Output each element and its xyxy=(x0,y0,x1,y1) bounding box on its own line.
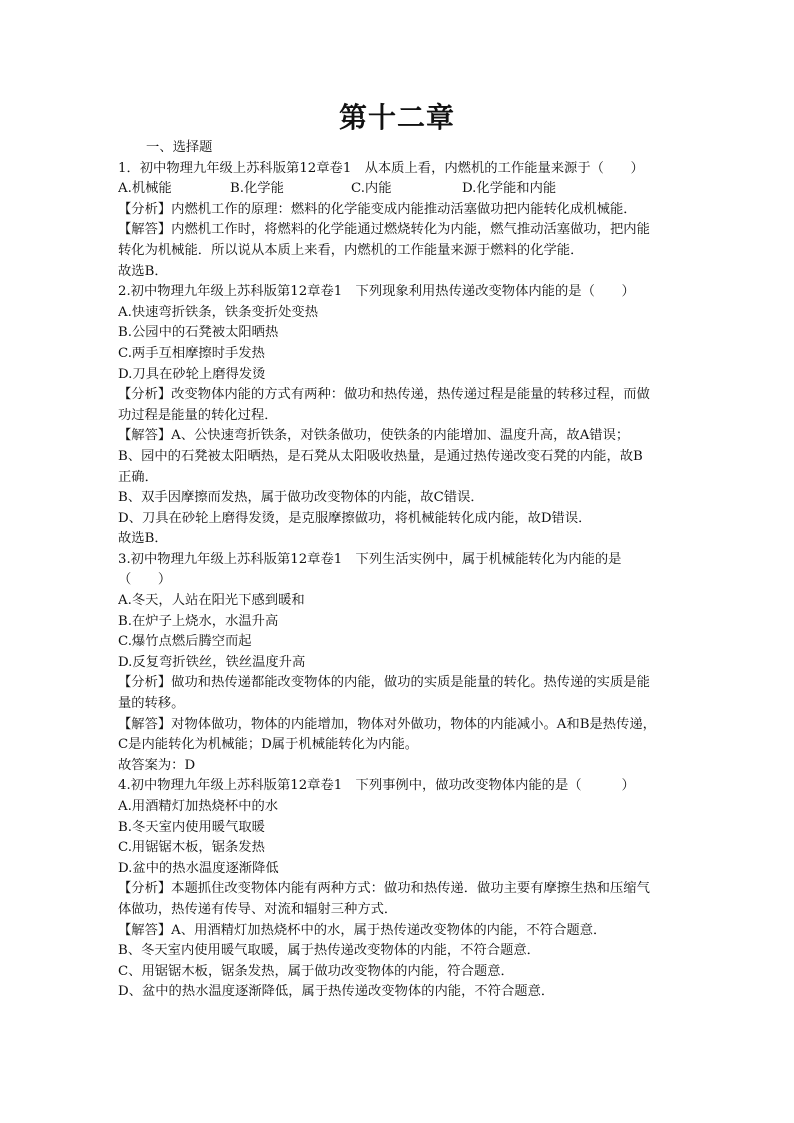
answer-text: 【解答】内燃机工作时，将燃料的化学能通过燃烧转化为内能，燃气推动活塞做功，把内能 xyxy=(118,222,650,238)
option-row xyxy=(118,179,680,200)
question-stem: 3.初中物理九年级上苏科版第12章卷1 下列生活实例中，属于机械能转化为内能的是 xyxy=(118,551,622,567)
final-choice: 故选B． xyxy=(118,531,168,547)
option-c: C.用锯锯木板，锯条发热 xyxy=(118,840,265,856)
option-d: D.反复弯折铁丝，铁丝温度升高 xyxy=(118,654,306,670)
answer-text: 【解答】A、公快速弯折铁条，对铁条做功，使铁条的内能增加、温度升高，故A错误； xyxy=(118,428,630,444)
answer-text: 【解答】对物体做功，物体的内能增加，物体对外做功，物体的内能减小。A和B是热传递， xyxy=(118,716,656,732)
analysis-text: 量的转移。 xyxy=(118,696,185,712)
answer-text: D、刀具在砂轮上磨得发烫，是克服摩擦做功，将机械能转化成内能，故D错误． xyxy=(118,510,592,526)
section-heading: 一、选择题 xyxy=(146,140,213,155)
answer-text: C、用锯锯木板，锯条发热，属于做功改变物体的内能，符合题意． xyxy=(118,963,514,979)
answer-text: C是内能转化为机械能；D属于机械能转化为内能。 xyxy=(118,737,419,753)
option-d: D.刀具在砂轮上磨得发烫 xyxy=(118,366,266,382)
answer-text: 转化为机械能．所以说从本质上来看，内燃机的工作能量来源于燃料的化学能． xyxy=(118,242,584,258)
option-a: A.用酒精灯加热烧杯中的水 xyxy=(118,799,279,814)
analysis-text: 【分析】内燃机工作的原理：燃料的化学能变成内能推动活塞做功把内能转化成机械能． xyxy=(118,201,637,217)
question-stem: 2.初中物理九年级上苏科版第12章卷1 下列现象利用热传递改变物体内能的是（ ） xyxy=(118,284,635,300)
option-b: B.冬天室内使用暖气取暖 xyxy=(118,819,265,835)
analysis-text: 体做功，热传递有传导、对流和辐射三种方式． xyxy=(118,901,398,917)
answer-text: B、冬天室内使用暖气取暖，属于热传递改变物体的内能，不符合题意． xyxy=(118,943,540,959)
question-stem: （ ） xyxy=(118,572,172,588)
option-c: C.内能 xyxy=(351,181,392,197)
analysis-text: 【分析】做功和热传递都能改变物体的内能，做功的实质是能量的转化。热传递的实质是能 xyxy=(118,675,650,691)
document-body xyxy=(118,138,680,1003)
question-3 xyxy=(118,550,680,777)
analysis-text: 【分析】本题抓住改变物体内能有两种方式：做功和热传递．做功主要有摩擦生热和压缩气 xyxy=(118,881,650,897)
answer-text: 【解答】A、用酒精灯加热烧杯中的水，属于热传递改变物体的内能，不符合题意． xyxy=(118,922,607,938)
option-d: D.盆中的热水温度逐渐降低 xyxy=(118,860,279,876)
question-stem: 1．初中物理九年级上苏科版第12章卷1 从本质上看，内燃机的工作能量来源于（ ） xyxy=(118,160,644,176)
final-choice: 故选B． xyxy=(118,263,168,279)
question-1 xyxy=(118,159,680,283)
answer-text: B、园中的石凳被太阳晒热，是石凳从太阳吸收热量，是通过热传递改变石凳的内能，故B xyxy=(118,448,643,464)
option-c: C.爆竹点燃后腾空而起 xyxy=(118,634,252,650)
option-d: D.化学能和内能 xyxy=(462,181,557,197)
chapter-title: 第十二章 xyxy=(338,101,455,134)
answer-text: D、盆中的热水温度逐渐降低，属于热传递改变物体的内能，不符合题意． xyxy=(118,984,555,1000)
option-b: B.化学能 xyxy=(230,181,284,197)
option-b: B.在炉子上烧水，水温升高 xyxy=(118,613,279,629)
option-a: A.机械能 xyxy=(118,181,172,197)
final-choice: 故答案为：D xyxy=(118,757,196,773)
answer-text: B、双手因摩擦而发热，属于做功改变物体的内能，故C错误． xyxy=(118,490,484,506)
question-2 xyxy=(118,282,680,550)
question-4 xyxy=(118,776,680,1003)
option-a: A.快速弯折铁条，铁条变折处变热 xyxy=(118,304,318,320)
analysis-text: 【分析】改变物体内能的方式有两种：做功和热传递，热传递过程是能量的转移过程，而做 xyxy=(118,387,650,403)
option-b: B.公园中的石凳被太阳晒热 xyxy=(118,325,279,341)
question-stem: 4.初中物理九年级上苏科版第12章卷1 下列事例中，做功改变物体内能的是（ ） xyxy=(118,778,635,794)
analysis-text: 功过程是能量的转化过程． xyxy=(118,407,278,423)
option-c: C.两手互相摩擦时手发热 xyxy=(118,345,265,361)
option-a: A.冬天，人站在阳光下感到暖和 xyxy=(118,593,305,609)
answer-text: 正确． xyxy=(118,469,158,485)
